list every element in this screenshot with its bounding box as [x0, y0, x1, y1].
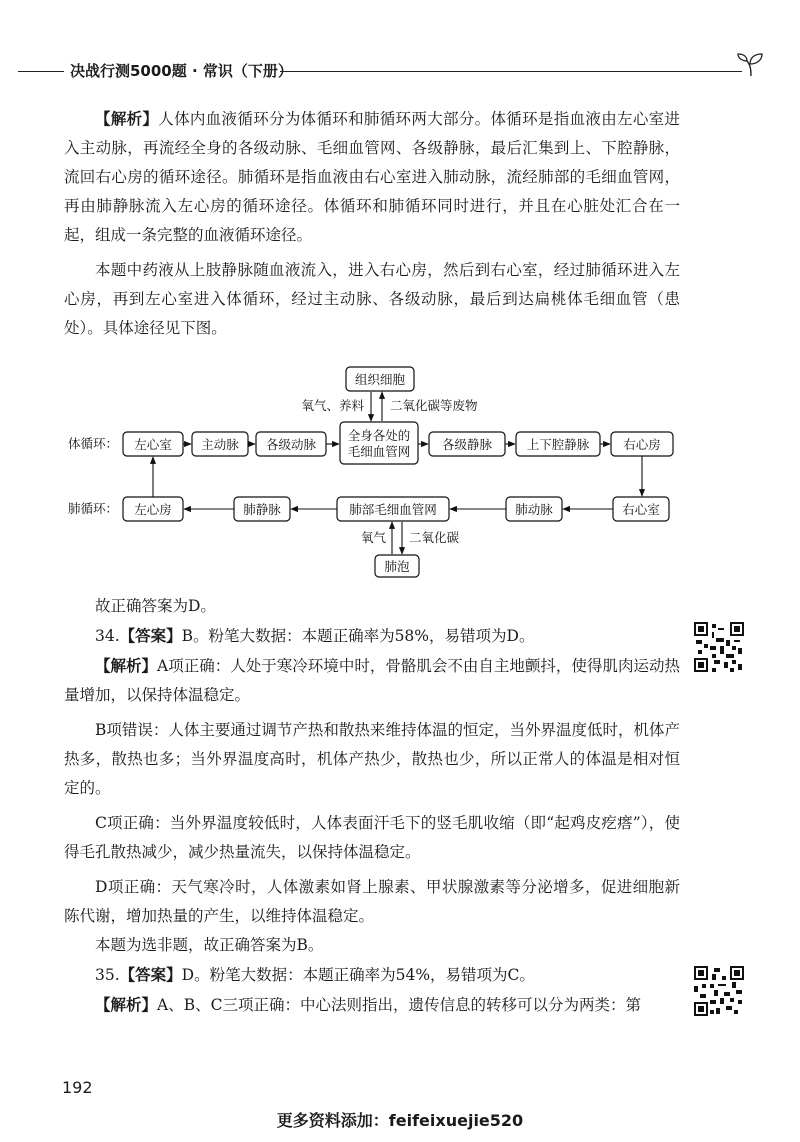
intro-paragraph-1 — [64, 104, 680, 250]
q34-analysis-b: B项错误：人体主要通过调节产热和散热来维持体温的恒定，当外界温度低时，机体产热多，散热也多；当外界温度高时，机体产热少，散热也少，所以正常人的体温是相对恒定的。 — [64, 721, 680, 797]
label-pulmonary: 肺循环： — [68, 501, 119, 516]
q35-abc-text: A、B、C三项正确：中心法则指出，遗传信息的转移可以分为两类：第 — [157, 996, 641, 1014]
label-veins: 各级静脉 — [441, 437, 493, 452]
answers-section — [64, 592, 680, 1020]
page-number: 192 — [62, 1078, 93, 1097]
intro-text-1: 人体内血液循环分为体循环和肺循环两大部分。体循环是指血液由左心室进入主动脉，再流经全身的各级动脉、毛细血管网、各级静脉，最后汇集到上、下腔静脉，流回右心房的循环途径。肺循环是指血液由右心室进入肺动脉，流经肺部的毛细血管网，再由肺静脉流入左心房的循环途径。体循环和肺循环同时进行，并且在心脏处汇合在一起，组成一条完整的血液循环途径。 — [64, 110, 680, 244]
label-capillary-1: 全身各处的 — [347, 428, 411, 443]
circulation-svg — [64, 362, 704, 584]
q34-analysis-d: D项正确：天气寒冷时，人体激素如肾上腺素、甲状腺激素等分泌增多，促进细胞新陈代谢，增加热量的产生，以维持体温稳定。 — [64, 878, 680, 925]
running-header — [18, 52, 788, 92]
circulation-diagram — [64, 362, 704, 584]
q34-a-text: A项正确：人处于寒冷环境中时，骨骼肌会不由自主地颤抖，使得肌肉运动热量增加，以保持体温稳定。 — [64, 657, 680, 704]
qr-code-icon[interactable] — [694, 622, 744, 672]
label-left-atrium: 左心房 — [134, 502, 172, 517]
q35-analysis-abc — [64, 990, 680, 1020]
label-tissue-cell: 组织细胞 — [354, 372, 406, 387]
q34-number: 34. — [95, 627, 120, 645]
label-oxygen: 氧气 — [360, 530, 386, 545]
q34-answer: B。粉笔大数据：本题正确率为58%，易错项为D。 — [181, 627, 535, 645]
intro-paragraph-2: 本题中药液从上肢静脉随血液流入，进入右心房，然后到右心室，经过肺循环进入左心房，再到左心室进入体循环，经过主动脉、各级动脉，最后到达扁桃体毛细血管（患处）。具体途径见下图。 — [64, 261, 680, 337]
q35-answer-line — [64, 960, 680, 990]
intro-section — [64, 104, 680, 343]
label-right-atrium: 右心房 — [623, 437, 661, 452]
label-arteries: 各级动脉 — [265, 437, 317, 452]
label-systemic: 体循环： — [68, 436, 119, 451]
q34-answer-line — [64, 621, 680, 651]
label-capillary-2: 毛细血管网 — [347, 444, 411, 459]
analysis-label: 【解析】 — [95, 995, 158, 1014]
conclusion-2: 本题为选非题，故正确答案为B。 — [95, 936, 324, 954]
label-alveoli: 肺泡 — [384, 559, 410, 574]
header-rule-right — [280, 71, 742, 72]
label-lung-capillary: 肺部毛细血管网 — [349, 502, 437, 517]
book-title: 决战行测5000题 · 常识（下册） — [70, 62, 293, 80]
label-aorta: 主动脉 — [201, 437, 239, 452]
q34-analysis-a — [64, 651, 680, 710]
qr-code-icon[interactable] — [694, 966, 744, 1016]
answer-label: 【答案】 — [119, 626, 182, 645]
label-pulmonary-vein: 肺静脉 — [243, 502, 281, 517]
q35-number: 35. — [95, 966, 120, 984]
label-co2-waste: 二氧化碳等废物 — [390, 398, 478, 413]
footer-note: 更多资料添加：feifeixuejie520 — [276, 1111, 524, 1130]
label-left-ventricle: 左心室 — [134, 437, 172, 452]
answer-label: 【答案】 — [119, 965, 182, 984]
label-vena-cava: 上下腔静脉 — [526, 437, 590, 452]
header-rule-left — [18, 71, 64, 72]
label-co2: 二氧化碳 — [409, 530, 460, 545]
q34-analysis-c: C项正确：当外界温度较低时，人体表面汗毛下的竖毛肌收缩（即“起鸡皮疙瘩”），使得毛孔散热减少，减少热量流失，以保持体温稳定。 — [64, 814, 680, 861]
analysis-label: 【解析】 — [95, 656, 158, 675]
label-right-ventricle: 右心室 — [622, 502, 660, 517]
label-oxygen-nutrient: 氧气、养料 — [301, 398, 364, 413]
q35-answer: D。粉笔大数据：本题正确率为54%，易错项为C。 — [181, 966, 535, 984]
sprout-icon — [736, 52, 766, 78]
analysis-label: 【解析】 — [95, 109, 159, 128]
conclusion-1: 故正确答案为D。 — [95, 597, 216, 615]
label-pulmonary-artery: 肺动脉 — [515, 502, 553, 517]
